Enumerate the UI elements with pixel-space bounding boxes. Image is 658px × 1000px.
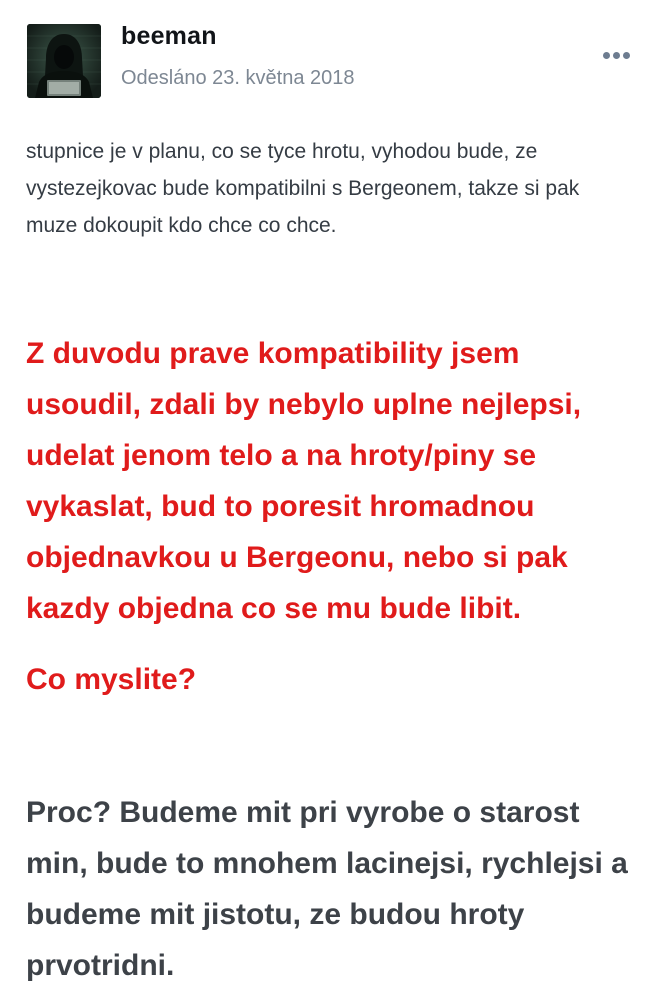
author-name[interactable]: beeman — [121, 22, 217, 50]
hooded-figure-avatar-icon — [27, 24, 101, 98]
post-highlight-text: Z duvodu prave kompatibility jsem usoudil, zdali by nebylo uplne nejlepsi, udelat jenom telo a na hroty/piny se vykaslat, bud to poresit hromadnou objednavkou u Bergeonu, nebo si pak kazdy objedna co se mu bude libit. — [26, 337, 582, 625]
post-question-text: Co myslite? — [26, 663, 197, 696]
post-intro-text: stupnice je v planu, co se tyce hrotu, vyhodou bude, ze vystezejkovac bude kompatibilni s Bergeonem, takze si pak muze dokoupit kdo chce co chce. — [26, 140, 580, 237]
more-options-button[interactable] — [597, 42, 637, 70]
post-header — [0, 0, 658, 110]
post-reason-text: Proc? Budeme mit pri vyrobe o starost min, bude to mnohem lacinejsi, rychlejsi a budeme mit jistotu, ze budou hroty prvotridni. — [26, 796, 628, 982]
author-avatar[interactable] — [27, 24, 101, 98]
post-body — [26, 133, 636, 991]
post-date[interactable]: Odesláno 23. května 2018 — [121, 67, 355, 89]
